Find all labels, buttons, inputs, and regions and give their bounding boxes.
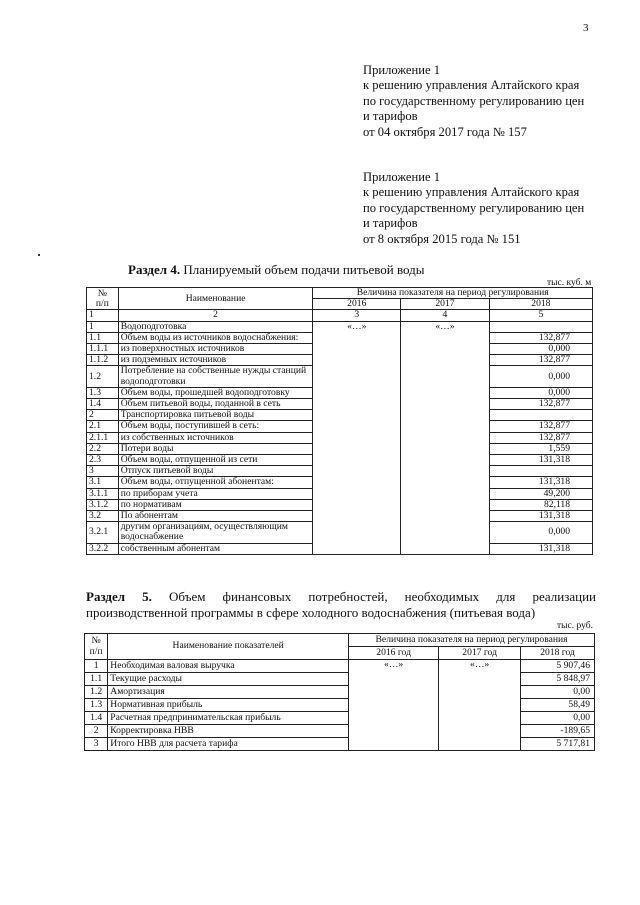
row-number: 3.2.2 bbox=[87, 543, 119, 554]
value-2018: 49,200 bbox=[489, 488, 592, 499]
row-number: 1 bbox=[87, 321, 119, 332]
row-number: 1.1.2 bbox=[87, 355, 119, 366]
row-number: 3.1.2 bbox=[87, 499, 119, 510]
row-number: 3.1.1 bbox=[87, 488, 119, 499]
annex-header-current bbox=[363, 63, 584, 140]
value-2018: 132,877 bbox=[489, 355, 592, 366]
col-num-header: № п/п bbox=[85, 634, 108, 660]
col-group-header: Величина показателя на период регулирования bbox=[313, 288, 593, 299]
value-2018: 0,00 bbox=[521, 712, 595, 725]
value-2018: 58,49 bbox=[521, 699, 595, 712]
row-number: 1.2 bbox=[87, 366, 119, 387]
value-2018: 131,318 bbox=[489, 511, 592, 522]
col-2018-header: 2018 bbox=[489, 299, 592, 310]
value-2018 bbox=[489, 466, 592, 477]
value-2018: 0,000 bbox=[489, 387, 592, 398]
row-name: Отпуск питьевой воды bbox=[118, 466, 313, 477]
row-name: Объем воды, поступившей в сеть: bbox=[118, 421, 313, 432]
table-header-row bbox=[85, 634, 595, 647]
section5-label: Раздел 5. bbox=[86, 589, 152, 604]
row-number: 3.2 bbox=[87, 511, 119, 522]
row-number: 1.3 bbox=[85, 699, 108, 712]
annex-line: и тарифов bbox=[363, 216, 418, 231]
row-number: 2 bbox=[87, 410, 119, 421]
row-name: Нормативная прибыль bbox=[108, 699, 349, 712]
col-2017-header: 2017 год bbox=[439, 647, 521, 660]
col-num-header: № п/п bbox=[87, 288, 119, 310]
row-name: Водоподготовка bbox=[118, 321, 313, 332]
annex-header-previous bbox=[363, 170, 584, 247]
placeholder-dashes: «…» bbox=[347, 320, 367, 332]
value-2018: 0,000 bbox=[489, 366, 592, 387]
section5-title bbox=[86, 589, 596, 621]
table-header-row bbox=[87, 288, 593, 299]
value-2018: 5 717,81 bbox=[521, 738, 595, 751]
row-name: Объем воды, прошедшей водоподготовку bbox=[118, 387, 313, 398]
col-name-header: Наименование bbox=[118, 288, 313, 310]
table-index-row bbox=[87, 310, 593, 321]
row-number: 1.1 bbox=[87, 332, 119, 343]
row-number: 1.2 bbox=[85, 686, 108, 699]
value-2018 bbox=[489, 410, 592, 421]
merged-year-cell bbox=[439, 660, 521, 751]
row-number: 3 bbox=[87, 466, 119, 477]
col-index: 4 bbox=[401, 310, 490, 321]
row-number: 1.4 bbox=[87, 399, 119, 410]
merged-year-cell bbox=[401, 321, 490, 554]
margin-dot bbox=[38, 254, 40, 256]
row-name: другим организациям, осуществляющим водоснабжение bbox=[118, 522, 313, 543]
table-row bbox=[85, 660, 595, 673]
col-2018-header: 2018 год bbox=[521, 647, 595, 660]
section4-title-text: Планируемый объем подачи питьевой воды bbox=[183, 262, 425, 277]
value-2018: 82,118 bbox=[489, 499, 592, 510]
value-2018: 132,877 bbox=[489, 399, 592, 410]
water-volume-body bbox=[87, 321, 593, 554]
row-name: Транспортировка питьевой воды bbox=[118, 410, 313, 421]
row-number: 3 bbox=[85, 738, 108, 751]
row-number: 2.2 bbox=[87, 443, 119, 454]
row-number: 2 bbox=[85, 725, 108, 738]
row-name: Объем воды, отпущенной абонентам: bbox=[118, 477, 313, 488]
section4-title bbox=[128, 262, 425, 278]
annex-line: по государственному регулированию цен bbox=[363, 200, 585, 215]
section4-unit: тыс. куб. м bbox=[547, 278, 592, 288]
annex-line: от 04 октября 2017 года № 157 bbox=[363, 124, 527, 139]
col-2017-header: 2017 bbox=[401, 299, 490, 310]
row-name: по нормативам bbox=[118, 499, 313, 510]
col-2016-header: 2016 bbox=[313, 299, 401, 310]
annex-line: к решению управления Алтайского края bbox=[363, 185, 580, 200]
row-number: 2.3 bbox=[87, 455, 119, 466]
page-number: 3 bbox=[583, 22, 589, 34]
row-name: Итого НВВ для расчета тарифа bbox=[108, 738, 349, 751]
row-name: из подземных источников bbox=[118, 355, 313, 366]
merged-year-cell bbox=[313, 321, 401, 554]
row-number: 3.1 bbox=[87, 477, 119, 488]
row-number: 2.1 bbox=[87, 421, 119, 432]
row-name: собственным абонентам bbox=[118, 543, 313, 554]
value-2018: 0,000 bbox=[489, 522, 592, 543]
col-2016-header: 2016 год bbox=[349, 647, 439, 660]
financial-needs-body bbox=[85, 660, 595, 751]
row-number: 1.4 bbox=[85, 712, 108, 725]
annex-line: и тарифов bbox=[363, 109, 418, 124]
value-2018: 1,559 bbox=[489, 443, 592, 454]
annex-line: Приложение 1 bbox=[363, 170, 441, 184]
row-number: 1.1 bbox=[85, 673, 108, 686]
value-2018: 132,877 bbox=[489, 432, 592, 443]
col-name-header: Наименование показателей bbox=[108, 634, 349, 660]
row-name: Корректировка НВВ bbox=[108, 725, 349, 738]
row-name: Текущие расходы bbox=[108, 673, 349, 686]
section5-title-text: Объем финансовых потребностей, необходимых для реализации производственной программы в сфере холодного водоснабжения (питьевая вода) bbox=[86, 589, 597, 620]
value-2018: 5 848,97 bbox=[521, 673, 595, 686]
annex-line: к решению управления Алтайского края bbox=[363, 78, 580, 93]
value-2018: 132,877 bbox=[489, 332, 592, 343]
value-2018: 5 907,46 bbox=[521, 660, 595, 673]
financial-needs-table bbox=[84, 633, 595, 751]
placeholder-dashes: «…» bbox=[435, 320, 455, 332]
value-2018: 131,318 bbox=[489, 543, 592, 554]
water-volume-table bbox=[86, 287, 593, 555]
row-name: Расчетная предпринимательская прибыль bbox=[108, 712, 349, 725]
placeholder-dashes: «…» bbox=[384, 659, 404, 670]
table-row bbox=[87, 321, 593, 332]
row-number: 2.1.1 bbox=[87, 432, 119, 443]
row-name: Объем питьевой воды, поданной в сеть bbox=[118, 399, 313, 410]
row-number: 1.1.1 bbox=[87, 344, 119, 355]
row-name: По абонентам bbox=[118, 511, 313, 522]
row-name: Объем воды из источников водоснабжения: bbox=[118, 332, 313, 343]
annex-line: от 8 октября 2015 года № 151 bbox=[363, 231, 521, 246]
value-2018: 0,00 bbox=[521, 686, 595, 699]
value-2018 bbox=[489, 321, 592, 332]
value-2018: 132,877 bbox=[489, 421, 592, 432]
col-index: 5 bbox=[489, 310, 592, 321]
section4-label: Раздел 4. bbox=[128, 262, 181, 277]
merged-year-cell bbox=[349, 660, 439, 751]
annex-line: по государственному регулированию цен bbox=[363, 93, 585, 108]
placeholder-dashes: «…» bbox=[470, 659, 490, 670]
row-name: Потери воды bbox=[118, 443, 313, 454]
row-name: Необходимая валовая выручка bbox=[108, 660, 349, 673]
section5-unit: тыс. руб. bbox=[557, 621, 593, 631]
value-2018: -189,65 bbox=[521, 725, 595, 738]
row-number: 1 bbox=[85, 660, 108, 673]
value-2018: 131,318 bbox=[489, 455, 592, 466]
col-index: 2 bbox=[118, 310, 313, 321]
value-2018: 0,000 bbox=[489, 344, 592, 355]
row-number: 1.3 bbox=[87, 387, 119, 398]
col-index: 1 bbox=[87, 310, 119, 321]
row-name: Амортизация bbox=[108, 686, 349, 699]
col-index: 3 bbox=[313, 310, 401, 321]
value-2018: 131,318 bbox=[489, 477, 592, 488]
row-name: по приборам учета bbox=[118, 488, 313, 499]
annex-line: Приложение 1 bbox=[363, 63, 441, 77]
row-name: Потребление на собственные нужды станций водоподготовки bbox=[118, 366, 313, 387]
col-group-header: Величина показателя на период регулирования bbox=[349, 634, 595, 647]
row-number: 3.2.1 bbox=[87, 522, 119, 543]
row-name: из собственных источников bbox=[118, 432, 313, 443]
row-name: Объем воды, отпущенной из сети bbox=[118, 455, 313, 466]
row-name: из поверхностных источников bbox=[118, 344, 313, 355]
